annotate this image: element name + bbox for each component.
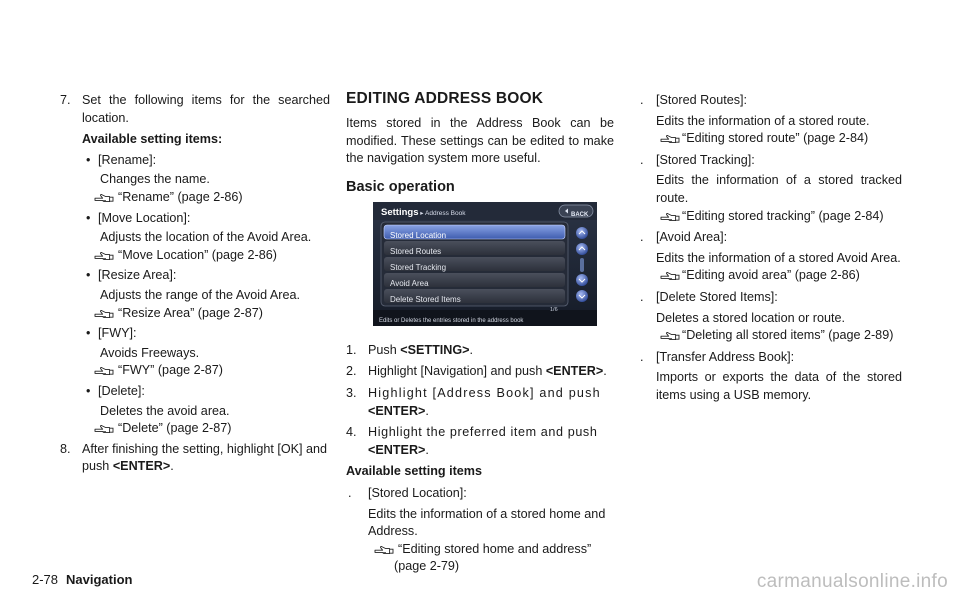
bullet: .	[640, 230, 644, 245]
step-number: 1.	[346, 342, 357, 357]
bullet: .	[348, 485, 352, 500]
bullet: .	[640, 349, 644, 364]
page-reference-cont: (page 2-79)	[394, 559, 460, 574]
step-number: 8.	[60, 441, 71, 456]
bullet: •	[86, 210, 91, 225]
enter-key: <ENTER>	[112, 459, 171, 474]
bullet: .	[640, 93, 644, 107]
available-items-label: Available setting items:	[82, 132, 223, 147]
item-label: [Move Location]:	[98, 210, 191, 225]
setting-item-rename	[60, 152, 330, 207]
page-reference: “Editing stored route” (page 2-84)	[682, 131, 869, 146]
pointing-hand-icon	[94, 421, 114, 435]
step-1: 1. Push <SETTING>.	[346, 342, 614, 360]
page-footer	[32, 572, 133, 587]
watermark: carmanualsonline.info	[756, 571, 948, 592]
available-items-label: Available setting items	[346, 464, 483, 479]
item-label: [Stored Routes]:	[656, 93, 748, 107]
step-4: 4. Highlight the preferred item and push <ENTER>.	[346, 425, 598, 457]
item-label: [Rename]:	[98, 152, 157, 167]
item-description: Edits the information of a stored Avoid Area.	[656, 250, 901, 265]
page-reference: “Editing avoid area” (page 2-86)	[682, 268, 860, 283]
step-number: 2.	[346, 364, 357, 379]
screen-back-button[interactable]: BACK	[571, 211, 589, 218]
screen-menu-item[interactable]: Delete Stored Items	[390, 294, 461, 304]
page-reference: “Rename” (page 2-86)	[118, 189, 243, 204]
page-reference: “Resize Area” (page 2-87)	[118, 305, 263, 320]
screen-menu-item[interactable]: Stored Tracking	[390, 262, 447, 272]
pointing-hand-icon	[94, 363, 114, 377]
item-label: [Stored Tracking]:	[656, 152, 755, 167]
section-title: EDITING ADDRESS BOOK	[346, 90, 544, 107]
left-column	[60, 92, 330, 478]
screen-title: Settings ▸ Address Book	[381, 206, 466, 218]
screen-menu-item[interactable]: Avoid Area	[390, 278, 429, 288]
pointing-hand-icon	[374, 542, 394, 556]
setting-item-stored-routes	[638, 92, 902, 148]
right-column	[638, 92, 902, 405]
setting-item-delete-stored-items	[638, 289, 902, 345]
bullet: •	[86, 326, 91, 341]
bullet: .	[640, 289, 644, 304]
item-description: Deletes the avoid area.	[100, 403, 230, 418]
bullet: •	[86, 152, 91, 167]
pointing-hand-icon	[660, 131, 680, 145]
page-reference: “FWY” (page 2-87)	[118, 363, 223, 378]
footer-section-name: Navigation	[66, 572, 133, 587]
setting-item-delete	[60, 383, 330, 438]
setting-item-move-location	[60, 210, 330, 265]
item-description: Deletes a stored location or route.	[656, 310, 846, 325]
item-description: Adjusts the range of the Avoid Area.	[100, 287, 301, 302]
item-description: Edits the information of a stored tracked route.	[656, 173, 902, 205]
step-number: 3.	[346, 385, 357, 400]
page-reference: “Delete” (page 2-87)	[118, 421, 232, 436]
item-description: Edits the information of a stored route.	[656, 113, 870, 128]
pointing-hand-icon	[660, 328, 680, 342]
page-reference: “Editing stored tracking” (page 2-84)	[682, 208, 884, 223]
pointing-hand-icon	[660, 209, 680, 223]
enter-key: <ENTER>	[545, 364, 604, 379]
item-label: [FWY]:	[98, 326, 137, 341]
middle-column	[346, 92, 614, 579]
item-label: [Delete]:	[98, 383, 145, 398]
screen-status-text: Edits or Deletes the entries stored in the address book	[379, 317, 524, 324]
pointing-hand-icon	[94, 248, 114, 262]
enter-key: <ENTER>	[368, 403, 426, 418]
setting-item-avoid-area	[638, 229, 902, 285]
step-text: Set the following items for the searched location.	[82, 93, 330, 125]
page-reference: “Move Location” (page 2-86)	[118, 247, 277, 262]
subsection-title: Basic operation	[346, 178, 455, 195]
setting-item-resize-area	[60, 267, 330, 322]
setting-key: <SETTING>	[400, 342, 470, 357]
screen-menu-item[interactable]: Stored Location	[390, 230, 447, 240]
step-2: 2. Highlight [Navigation] and push <ENTER>.	[346, 363, 614, 381]
item-label: [Resize Area]:	[98, 268, 177, 283]
setting-item-stored-location	[346, 485, 614, 576]
page-reference: “Editing stored home and address”	[398, 541, 592, 556]
step-7	[60, 92, 330, 127]
pointing-hand-icon	[94, 306, 114, 320]
item-description: Edits the information of a stored home and Address.	[368, 506, 606, 539]
page-reference: “Deleting all stored items” (page 2-89)	[682, 328, 894, 343]
item-label: [Stored Location]:	[368, 485, 467, 500]
item-description: Avoids Freeways.	[100, 345, 200, 360]
enter-key: <ENTER>	[368, 442, 426, 457]
item-description: Imports or exports the data of the stored items using a USB memory.	[656, 370, 902, 402]
pointing-hand-icon	[660, 268, 680, 282]
item-label: [Transfer Address Book]:	[656, 349, 795, 364]
intro-paragraph: Items stored in the Address Book can be modified. These settings can be edited to make the navigation system more useful.	[346, 116, 614, 166]
screen-breadcrumb: Address Book	[425, 209, 466, 217]
step-8	[60, 441, 330, 476]
item-description: Adjusts the location of the Avoid Area.	[100, 230, 312, 245]
item-description: Changes the name.	[100, 172, 210, 187]
step-number: 7.	[60, 93, 71, 107]
bullet: .	[640, 152, 644, 167]
page-number: 2-78	[32, 572, 59, 587]
step-number: 4.	[346, 425, 357, 440]
address-book-screen-image	[373, 202, 597, 326]
bullet: •	[86, 383, 91, 398]
step-text: After finishing the setting, highlight [OK] and push <ENTER>.	[82, 441, 328, 474]
setting-item-transfer-address-book	[638, 349, 902, 405]
setting-item-fwy	[60, 325, 330, 380]
pointing-hand-icon	[94, 190, 114, 204]
step-3: 3. Highlight [Address Book] and push <ENTER>.	[346, 385, 601, 418]
setting-item-stored-tracking	[638, 152, 902, 225]
screen-menu-item[interactable]: Stored Routes	[390, 246, 442, 256]
bullet: •	[86, 268, 91, 283]
item-label: [Delete Stored Items]:	[656, 289, 778, 304]
steps-list	[346, 342, 614, 460]
screen-page-indicator: 1/6	[550, 306, 558, 313]
item-label: [Avoid Area]:	[656, 230, 728, 245]
